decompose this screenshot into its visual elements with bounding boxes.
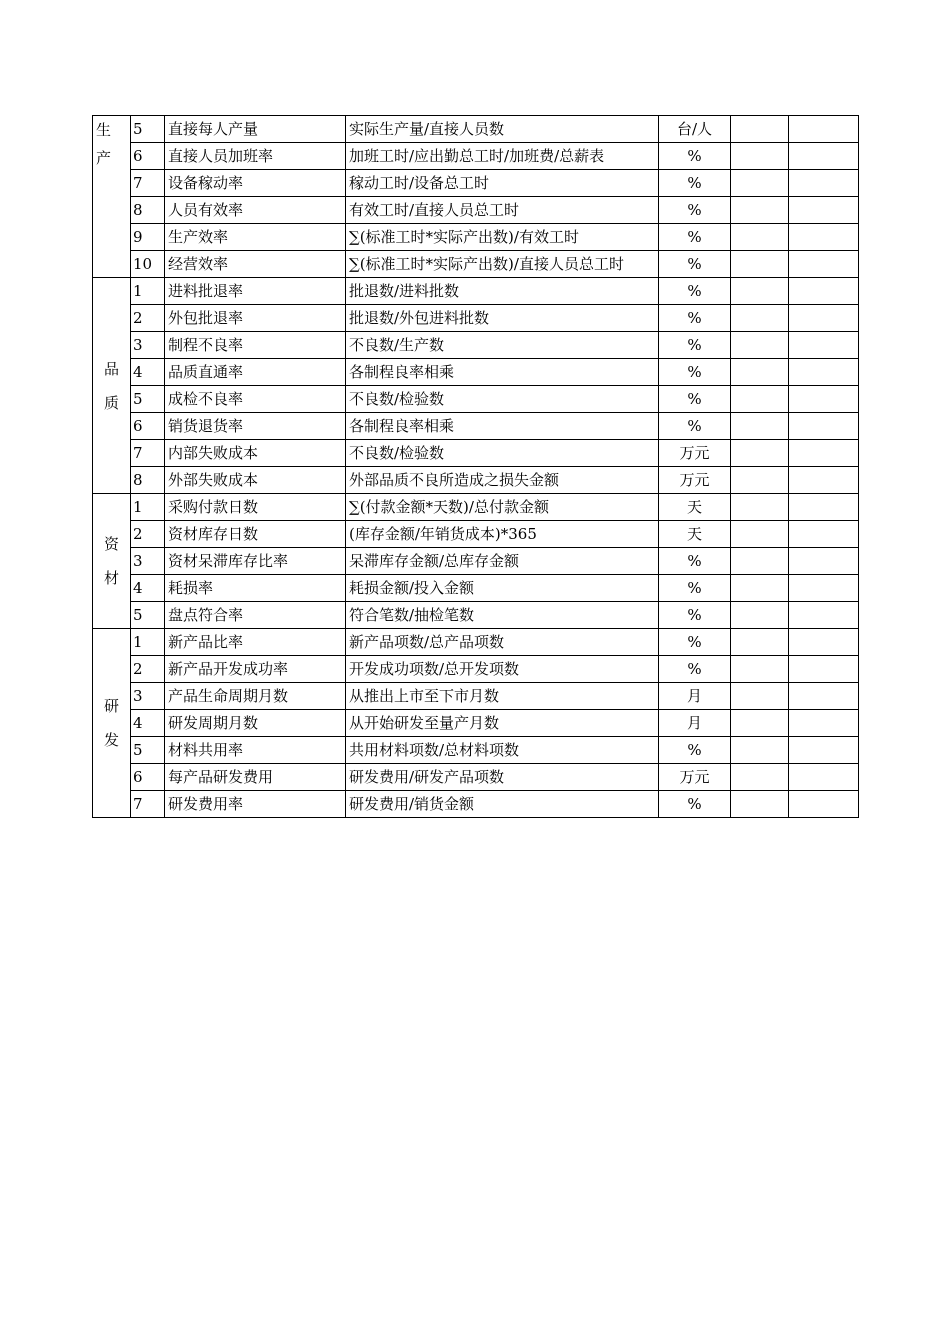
- table-row: [93, 224, 859, 251]
- table-row: [93, 305, 859, 332]
- indicator-unit: 台/人: [659, 116, 731, 143]
- indicator-unit: 万元: [659, 467, 731, 494]
- empty-cell: [789, 791, 859, 818]
- category-cell: [93, 116, 131, 278]
- indicator-name: 人员有效率: [165, 197, 346, 224]
- indicator-formula: 耗损金额/投入金额: [346, 575, 659, 602]
- indicator-formula: 批退数/进料批数: [346, 278, 659, 305]
- category-char: 研: [103, 697, 119, 715]
- table-row: [93, 467, 859, 494]
- item-number: 1: [131, 629, 165, 656]
- table-row: [93, 656, 859, 683]
- category-cell: [93, 278, 131, 494]
- empty-cell: [731, 467, 789, 494]
- indicator-name: 新产品比率: [165, 629, 346, 656]
- indicator-name: 销货退货率: [165, 413, 346, 440]
- empty-cell: [731, 197, 789, 224]
- empty-cell: [731, 278, 789, 305]
- empty-cell: [789, 467, 859, 494]
- empty-cell: [789, 224, 859, 251]
- empty-cell: [731, 791, 789, 818]
- empty-cell: [731, 359, 789, 386]
- empty-cell: [789, 575, 859, 602]
- indicator-formula: 加班工时/应出勤总工时/加班费/总薪表: [346, 143, 659, 170]
- indicator-formula: 研发费用/销货金额: [346, 791, 659, 818]
- empty-cell: [789, 143, 859, 170]
- indicator-name: 盘点符合率: [165, 602, 346, 629]
- empty-cell: [789, 386, 859, 413]
- indicator-unit: %: [659, 737, 731, 764]
- table-row: [93, 629, 859, 656]
- indicator-name: 内部失败成本: [165, 440, 346, 467]
- empty-cell: [731, 332, 789, 359]
- indicator-formula: 稼动工时/设备总工时: [346, 170, 659, 197]
- indicator-unit: %: [659, 629, 731, 656]
- empty-cell: [731, 305, 789, 332]
- empty-cell: [731, 521, 789, 548]
- indicator-unit: 天: [659, 494, 731, 521]
- indicator-formula: 不良数/生产数: [346, 332, 659, 359]
- category-char: 发: [103, 731, 119, 749]
- category-char: 生: [96, 121, 112, 139]
- indicator-name: 经营效率: [165, 251, 346, 278]
- empty-cell: [731, 494, 789, 521]
- empty-cell: [789, 683, 859, 710]
- empty-cell: [789, 737, 859, 764]
- indicator-unit: %: [659, 251, 731, 278]
- empty-cell: [731, 224, 789, 251]
- indicator-name: 新产品开发成功率: [165, 656, 346, 683]
- item-number: 3: [131, 683, 165, 710]
- table-row: [93, 359, 859, 386]
- indicator-unit: 月: [659, 683, 731, 710]
- category-char: 资: [103, 535, 119, 553]
- item-number: 5: [131, 386, 165, 413]
- empty-cell: [731, 602, 789, 629]
- indicator-unit: %: [659, 359, 731, 386]
- indicator-formula: ∑(标准工时*实际产出数)/有效工时: [346, 224, 659, 251]
- empty-cell: [789, 251, 859, 278]
- indicator-unit: %: [659, 791, 731, 818]
- empty-cell: [731, 440, 789, 467]
- empty-cell: [789, 602, 859, 629]
- indicator-name: 耗损率: [165, 575, 346, 602]
- indicator-name: 外包批退率: [165, 305, 346, 332]
- table-row: [93, 521, 859, 548]
- empty-cell: [789, 413, 859, 440]
- item-number: 3: [131, 332, 165, 359]
- empty-cell: [789, 494, 859, 521]
- indicator-name: 材料共用率: [165, 737, 346, 764]
- kpi-table-body: [93, 116, 859, 818]
- table-row: [93, 575, 859, 602]
- indicator-unit: %: [659, 278, 731, 305]
- indicator-formula: ∑(付款金额*天数)/总付款金额: [346, 494, 659, 521]
- empty-cell: [731, 656, 789, 683]
- empty-cell: [789, 359, 859, 386]
- kpi-table: [92, 115, 859, 818]
- table-row: [93, 548, 859, 575]
- indicator-unit: %: [659, 197, 731, 224]
- indicator-name: 直接每人产量: [165, 116, 346, 143]
- indicator-name: 研发费用率: [165, 791, 346, 818]
- indicator-unit: 万元: [659, 764, 731, 791]
- empty-cell: [789, 656, 859, 683]
- indicator-name: 设备稼动率: [165, 170, 346, 197]
- empty-cell: [731, 548, 789, 575]
- empty-cell: [731, 251, 789, 278]
- indicator-name: 产品生命周期月数: [165, 683, 346, 710]
- empty-cell: [731, 683, 789, 710]
- indicator-formula: 各制程良率相乘: [346, 413, 659, 440]
- item-number: 2: [131, 656, 165, 683]
- item-number: 4: [131, 710, 165, 737]
- indicator-unit: %: [659, 143, 731, 170]
- indicator-unit: %: [659, 656, 731, 683]
- table-row: [93, 764, 859, 791]
- indicator-formula: (库存金额/年销货成本)*365: [346, 521, 659, 548]
- table-row: [93, 494, 859, 521]
- item-number: 2: [131, 521, 165, 548]
- item-number: 5: [131, 602, 165, 629]
- empty-cell: [789, 305, 859, 332]
- indicator-name: 每产品研发费用: [165, 764, 346, 791]
- indicator-formula: 外部品质不良所造成之损失金额: [346, 467, 659, 494]
- empty-cell: [731, 116, 789, 143]
- item-number: 7: [131, 170, 165, 197]
- indicator-unit: %: [659, 170, 731, 197]
- indicator-formula: 共用材料项数/总材料项数: [346, 737, 659, 764]
- indicator-formula: ∑(标准工时*实际产出数)/直接人员总工时: [346, 251, 659, 278]
- table-row: [93, 278, 859, 305]
- indicator-formula: 不良数/检验数: [346, 386, 659, 413]
- indicator-formula: 实际生产量/直接人员数: [346, 116, 659, 143]
- table-row: [93, 710, 859, 737]
- item-number: 4: [131, 575, 165, 602]
- item-number: 1: [131, 278, 165, 305]
- indicator-unit: %: [659, 332, 731, 359]
- empty-cell: [789, 629, 859, 656]
- indicator-formula: 批退数/外包进料批数: [346, 305, 659, 332]
- indicator-formula: 从开始研发至量产月数: [346, 710, 659, 737]
- indicator-name: 资材呆滞库存比率: [165, 548, 346, 575]
- indicator-unit: %: [659, 305, 731, 332]
- indicator-name: 资材库存日数: [165, 521, 346, 548]
- item-number: 9: [131, 224, 165, 251]
- indicator-unit: %: [659, 413, 731, 440]
- item-number: 1: [131, 494, 165, 521]
- item-number: 7: [131, 440, 165, 467]
- item-number: 6: [131, 413, 165, 440]
- empty-cell: [789, 278, 859, 305]
- table-row: [93, 737, 859, 764]
- category-char: 质: [103, 393, 119, 412]
- item-number: 4: [131, 359, 165, 386]
- indicator-unit: 天: [659, 521, 731, 548]
- empty-cell: [731, 575, 789, 602]
- indicator-formula: 开发成功项数/总开发项数: [346, 656, 659, 683]
- empty-cell: [731, 629, 789, 656]
- table-row: [93, 116, 859, 143]
- table-row: [93, 197, 859, 224]
- empty-cell: [789, 764, 859, 791]
- category-char: 材: [103, 569, 119, 587]
- indicator-unit: %: [659, 386, 731, 413]
- empty-cell: [789, 710, 859, 737]
- item-number: 3: [131, 548, 165, 575]
- table-row: [93, 170, 859, 197]
- empty-cell: [731, 143, 789, 170]
- indicator-name: 生产效率: [165, 224, 346, 251]
- empty-cell: [731, 413, 789, 440]
- item-number: 6: [131, 143, 165, 170]
- item-number: 2: [131, 305, 165, 332]
- indicator-formula: 有效工时/直接人员总工时: [346, 197, 659, 224]
- table-row: [93, 413, 859, 440]
- empty-cell: [789, 521, 859, 548]
- indicator-name: 采购付款日数: [165, 494, 346, 521]
- indicator-name: 直接人员加班率: [165, 143, 346, 170]
- item-number: 10: [131, 251, 165, 278]
- indicator-name: 研发周期月数: [165, 710, 346, 737]
- empty-cell: [789, 116, 859, 143]
- table-row: [93, 683, 859, 710]
- empty-cell: [731, 710, 789, 737]
- indicator-unit: %: [659, 575, 731, 602]
- empty-cell: [789, 170, 859, 197]
- indicator-formula: 研发费用/研发产品项数: [346, 764, 659, 791]
- indicator-name: 成检不良率: [165, 386, 346, 413]
- category-cell: [93, 629, 131, 818]
- indicator-formula: 从推出上市至下市月数: [346, 683, 659, 710]
- empty-cell: [789, 197, 859, 224]
- indicator-name: 进料批退率: [165, 278, 346, 305]
- indicator-formula: 符合笔数/抽检笔数: [346, 602, 659, 629]
- indicator-name: 外部失败成本: [165, 467, 346, 494]
- table-row: [93, 251, 859, 278]
- item-number: 5: [131, 737, 165, 764]
- category-cell: [93, 494, 131, 629]
- indicator-unit: 月: [659, 710, 731, 737]
- table-row: [93, 143, 859, 170]
- indicator-formula: 呆滞库存金额/总库存金额: [346, 548, 659, 575]
- empty-cell: [731, 764, 789, 791]
- item-number: 6: [131, 764, 165, 791]
- indicator-unit: 万元: [659, 440, 731, 467]
- table-row: [93, 440, 859, 467]
- table-row: [93, 791, 859, 818]
- empty-cell: [789, 548, 859, 575]
- indicator-unit: %: [659, 602, 731, 629]
- empty-cell: [731, 737, 789, 764]
- item-number: 8: [131, 197, 165, 224]
- indicator-formula: 新产品项数/总产品项数: [346, 629, 659, 656]
- item-number: 5: [131, 116, 165, 143]
- empty-cell: [789, 440, 859, 467]
- category-char: 产: [96, 149, 112, 167]
- indicator-unit: %: [659, 548, 731, 575]
- item-number: 7: [131, 791, 165, 818]
- indicator-unit: %: [659, 224, 731, 251]
- item-number: 8: [131, 467, 165, 494]
- indicator-name: 制程不良率: [165, 332, 346, 359]
- table-row: [93, 386, 859, 413]
- indicator-name: 品质直通率: [165, 359, 346, 386]
- indicator-formula: 各制程良率相乘: [346, 359, 659, 386]
- empty-cell: [731, 386, 789, 413]
- empty-cell: [731, 170, 789, 197]
- table-row: [93, 602, 859, 629]
- indicator-formula: 不良数/检验数: [346, 440, 659, 467]
- category-char: 品: [103, 359, 119, 378]
- table-row: [93, 332, 859, 359]
- empty-cell: [789, 332, 859, 359]
